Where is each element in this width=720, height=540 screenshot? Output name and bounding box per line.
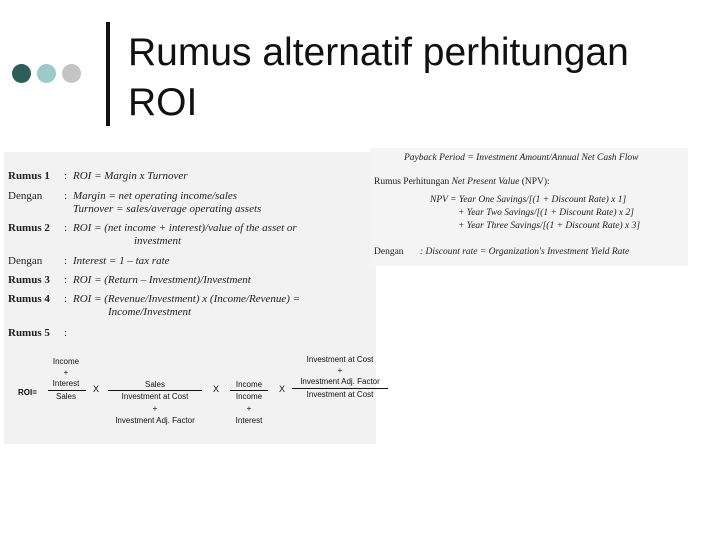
rumus2-line2: investment (134, 235, 182, 247)
dengan2-label: Dengan (8, 255, 43, 267)
f2-plus: + (152, 404, 158, 413)
f4-fraction-bar (292, 388, 388, 389)
colon: : (64, 274, 68, 286)
dengan1-line2: Turnover = sales/average operating assets (73, 203, 262, 215)
dot-light-teal (37, 64, 56, 83)
npv-heading-suffix: (NPV): (519, 177, 550, 187)
f1-plus: + (63, 368, 69, 377)
colon: : (64, 170, 68, 182)
f4-investment-adj: Investment Adj. Factor (300, 377, 380, 386)
times-sign: X (212, 384, 219, 394)
rumus4-line1: ROI = (Revenue/Investment) x (Income/Revenue) = (73, 293, 301, 305)
slide-title-line1: Rumus alternatif perhitungan (128, 31, 629, 74)
payback-formula: Payback Period = Investment Amount/Annual Net Cash Flow (404, 153, 639, 163)
rumus1-label: Rumus 1 (8, 170, 50, 182)
npv-heading-prefix: Rumus Perhitungan (374, 177, 452, 187)
dengan-label-right: Dengan (374, 247, 404, 257)
npv-heading (374, 176, 550, 189)
f3-income-2: Income (235, 392, 263, 401)
times-sign: X (278, 384, 285, 394)
dengan2-formula: Interest = 1 – tax rate (73, 255, 170, 267)
rumus4-label: Rumus 4 (8, 293, 50, 305)
npv-heading-italic: Net Present Value (451, 177, 520, 187)
rumus3-label: Rumus 3 (8, 274, 50, 286)
f3-income: Income (235, 380, 263, 389)
roi-label: ROI= (18, 388, 37, 397)
times-sign: X (92, 384, 99, 394)
dot-gray (62, 64, 81, 83)
dengan1-line1: Margin = net operating income/sales (73, 190, 238, 202)
colon: : (64, 255, 68, 267)
discount-rate-formula: : Discount rate = Organization's Investment Yield Rate (420, 247, 630, 257)
title-divider (106, 22, 110, 126)
f4-investment-at-cost: Investment at Cost (306, 355, 374, 364)
rumus3-formula: ROI = (Return – Investment)/Investment (73, 274, 251, 286)
f1-sales: Sales (55, 392, 76, 401)
rumus5-label: Rumus 5 (8, 327, 50, 339)
f3-interest: Interest (235, 416, 263, 425)
f4-investment-at-cost-2: Investment at Cost (306, 390, 374, 399)
rumus2-line1: ROI = (net income + interest)/value of the asset or (73, 222, 297, 234)
f1-fraction-bar (48, 390, 86, 391)
rumus2-label: Rumus 2 (8, 222, 50, 234)
npv-line2: + Year Two Savings/[(1 + Discount Rate) x 2] (458, 208, 634, 218)
f4-plus: + (337, 366, 343, 375)
dot-dark (12, 64, 31, 83)
npv-line3: + Year Three Savings/[(1 + Discount Rate) x 3] (458, 221, 641, 231)
f3-plus: + (246, 404, 252, 413)
f3-fraction-bar (230, 390, 268, 391)
rumus4-line2: Income/Investment (108, 306, 192, 318)
dengan1-label: Dengan (8, 190, 43, 202)
slide-title-line2: ROI (128, 81, 198, 124)
f1-interest: Interest (52, 379, 80, 388)
decorative-dots (12, 64, 81, 83)
colon: : (64, 222, 68, 234)
f2-investment-at-cost: Investment at Cost (121, 392, 189, 401)
colon: : (64, 293, 68, 305)
slide-title (128, 28, 629, 128)
f2-fraction-bar (108, 390, 202, 391)
f2-investment-adj: Investment Adj. Factor (115, 416, 195, 425)
f2-sales: Sales (144, 380, 165, 389)
f1-income: Income (52, 357, 80, 366)
colon: : (64, 190, 68, 202)
rumus1-formula: ROI = Margin x Turnover (73, 170, 188, 182)
npv-line1: NPV = Year One Savings/[(1 + Discount Rate) x 1] (430, 195, 627, 205)
colon: : (64, 327, 68, 339)
formula-scan-left (4, 152, 380, 444)
formula-scan-right (370, 148, 688, 266)
